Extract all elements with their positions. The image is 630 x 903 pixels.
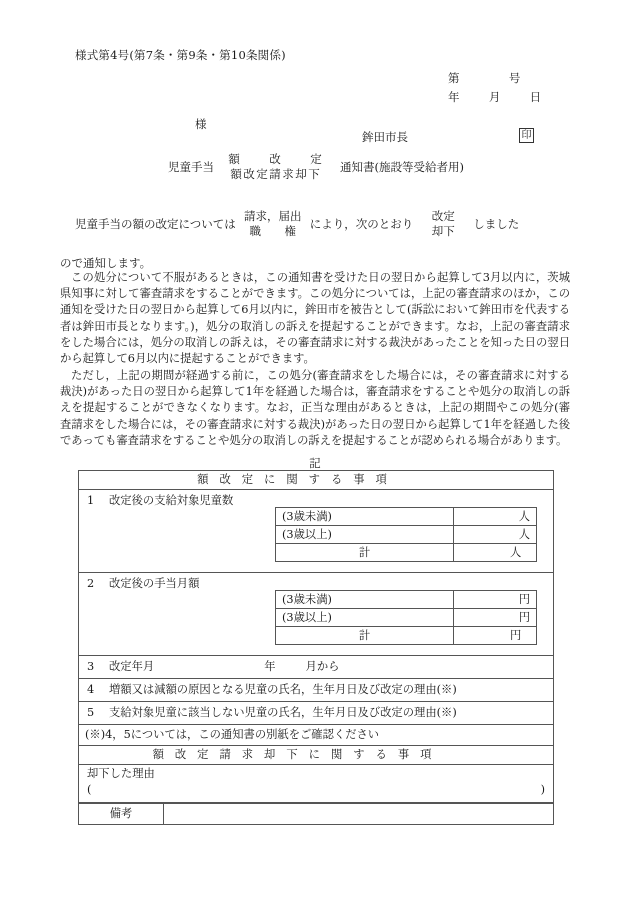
ki-mark: 記 (309, 456, 321, 470)
item1-count-table (275, 507, 537, 562)
remark-label: 備考 (79, 804, 164, 825)
item5-cell (79, 702, 554, 725)
amendment-details-table (78, 470, 554, 825)
table-row (276, 526, 537, 544)
item5-label: 支給対象児童に該当しない児童の氏名，生年月日及び改定の理由(※) (109, 706, 457, 719)
intro-result-rejected: 却下 (431, 224, 455, 238)
attachment-note: (※)4，5については，この通知書の別紙をご確認ください (79, 725, 554, 746)
table-row (276, 544, 537, 562)
item2-over3-label: (3歳以上) (276, 609, 454, 627)
table-row (276, 508, 537, 526)
document-title (168, 152, 464, 182)
intro-part4: ので通知します。 (60, 256, 152, 270)
item3-year-label: 年 (264, 660, 276, 673)
issuer-name: 鉾田市長 (362, 130, 408, 144)
document-number-line (448, 70, 520, 86)
table-row (79, 679, 554, 702)
document-number-prefix: 第 (448, 71, 460, 85)
item1-wrap (87, 493, 553, 569)
item2-total-unit: 円 (454, 627, 537, 645)
intro-cause-stack (236, 209, 310, 239)
title-lead: 児童手当 (168, 160, 214, 174)
intro-result-stack (413, 209, 473, 239)
addressee-honorific: 様 (195, 117, 207, 131)
title-tail: 通知書(施設等受給者用) (340, 160, 464, 174)
table-row (276, 609, 537, 627)
intro-sentence (75, 209, 519, 239)
intro-part2: により，次のとおり (309, 217, 414, 231)
appeal-paragraph-2: ただし，上記の期間が経過する前に，この処分(審査請求をした場合には，その審査請求に対する裁決)があった日の翌日から起算して1年を経過した場合は，審査請求をすることや処分の取消しの訴えを提起することができなくなります。なお，正当な理由があるときは，上記の期間やこの処分(審査請求をした場合には，その審査請求に対する裁決)があった日の翌日から起算して1年を経過した後であっても審査請求をすることや処分の取消しの訴えを提起することが認められる場合があります。 (60, 369, 570, 447)
table-row (79, 804, 553, 825)
table-row (79, 490, 554, 573)
item2-over3-unit: 円 (454, 609, 537, 627)
intro-result-amended: 改定 (431, 209, 455, 223)
item3-month-label: 月から (305, 660, 340, 673)
table-row (79, 765, 554, 803)
item1-cell (79, 490, 554, 573)
item5-number: 5 (87, 706, 95, 719)
item2-under3-label: (3歳未満) (276, 591, 454, 609)
date-year-label: 年 (448, 90, 460, 104)
document-date-line (448, 89, 541, 105)
item2-cell (79, 573, 554, 656)
item4-number: 4 (87, 683, 95, 696)
item3-label: 改定年月 (109, 660, 155, 673)
intro-cause-request: 請求，届出 (244, 209, 302, 223)
rejection-paren-open: ( (87, 783, 92, 796)
table-row (276, 591, 537, 609)
date-day-label: 日 (529, 90, 542, 104)
table-row (276, 627, 537, 645)
document-number-suffix: 号 (508, 71, 521, 85)
section2-header: 額改定請求却下に関する事項 (79, 746, 554, 765)
item1-total-unit: 人 (454, 544, 537, 562)
title-option-rejection: 額改定請求却下 (230, 167, 322, 181)
title-option-amendment: 額 改 定 (228, 152, 331, 166)
item3-cell (79, 656, 554, 679)
item2-wrap (87, 576, 553, 652)
item1-over3-label: (3歳以上) (276, 526, 454, 544)
item2-under3-unit: 円 (454, 591, 537, 609)
item4-label: 増額又は減額の原因となる児童の氏名，生年月日及び改定の理由(※) (109, 683, 457, 696)
remark-table (79, 803, 553, 824)
item1-under3-unit: 人 (454, 508, 537, 526)
item2-number: 2 (87, 577, 95, 590)
section1-header: 額改定に関する事項 (79, 471, 554, 490)
table-row (79, 573, 554, 656)
intro-cause-authority: 職 権 (249, 224, 303, 238)
table-row (79, 803, 554, 825)
rejection-reason-cell (79, 765, 554, 803)
item1-under3-label: (3歳未満) (276, 508, 454, 526)
remark-row-wrap (79, 803, 554, 825)
table-row (79, 656, 554, 679)
item1-number: 1 (87, 494, 95, 507)
rejection-paren-close: ) (540, 783, 545, 796)
table-row (79, 702, 554, 725)
item2-label: 改定後の手当月額 (109, 577, 200, 590)
title-option-stack (216, 152, 334, 182)
form-code-label: 様式第4号(第7条・第9条・第10条関係) (75, 48, 286, 62)
appeal-paragraph-1: この処分について不服があるときは，この通知書を受けた日の翌日から起算して3月以内に，茨城県知事に対して審査請求をすることができます。この処分については，上記の審査請求のほか，この通知を受けた日の翌日から起算して6月以内に，鉾田市を被告として(訴訟において鉾田市を代表する者は鉾田市長となります。)，処分の取消しの訴えを提起することができます。なお，上記の審査請求をした場合には，処分の取消しの訴えは，その審査請求に対する裁決があったことを知った日の翌日から起算して6月以内に提起することができます。 (60, 271, 570, 366)
item2-total-label: 計 (276, 627, 454, 645)
date-month-label: 月 (488, 90, 501, 104)
item3-date (264, 656, 339, 678)
remark-value (164, 804, 554, 825)
seal-stamp-box: 印 (519, 128, 534, 143)
table-row (79, 725, 554, 746)
item1-label: 改定後の支給対象児童数 (109, 494, 234, 507)
rejection-reason-label: 却下した理由 (87, 767, 155, 780)
item3-number: 3 (87, 660, 95, 673)
item1-total-label: 計 (276, 544, 454, 562)
item2-amount-table (275, 590, 537, 645)
intro-part1: 児童手当の額の改定については (75, 217, 236, 231)
intro-part3: しました (473, 217, 520, 231)
table-row (79, 746, 554, 765)
item4-cell (79, 679, 554, 702)
table-row (79, 471, 554, 490)
item1-over3-unit: 人 (454, 526, 537, 544)
